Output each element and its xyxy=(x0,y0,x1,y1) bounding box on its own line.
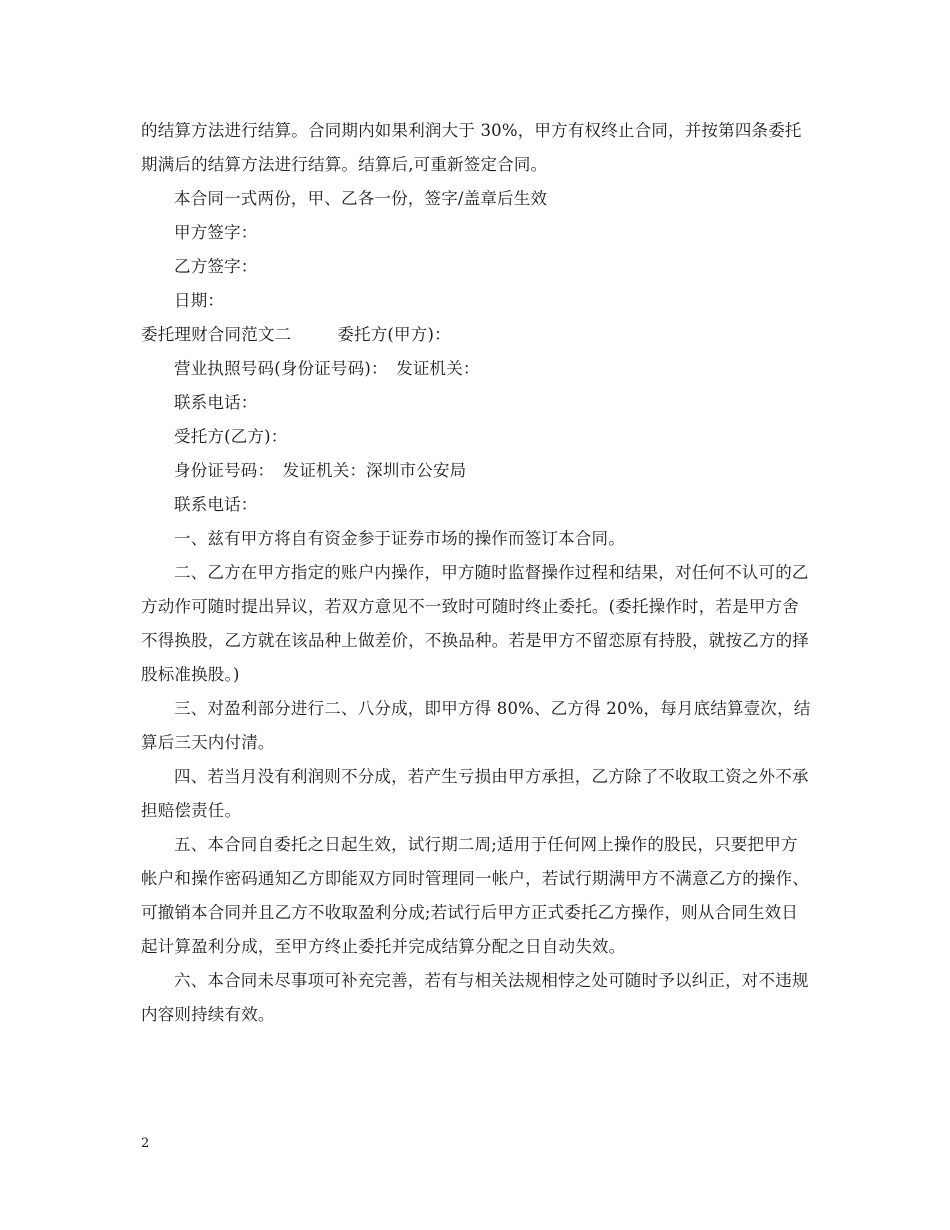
trustee-party-label: 受托方(乙方)： xyxy=(174,427,288,446)
clause-3: 三、对盈利部分进行二、八分成，即甲方得 80%、乙方得 20%，每月底结算壹次，结算后三天内付清。 xyxy=(141,699,811,752)
party-a-signature-line: 甲方签字： xyxy=(174,223,258,242)
principal-party-label: 委托方(甲方)： xyxy=(337,325,451,344)
document-body xyxy=(141,114,813,1032)
business-license-line: 营业执照号码(身份证号码)： 发证机关： xyxy=(174,359,480,378)
page-number: 2 xyxy=(141,1136,150,1151)
party-b-phone-line: 联系电话： xyxy=(174,495,258,514)
clause-4: 四、若当月没有利润则不分成，若产生亏损由甲方承担，乙方除了不收取工资之外不承担赔偿责任。 xyxy=(141,767,809,820)
clause-6: 六、本合同未尽事项可补充完善，若有与相关法规相悖之处可随时予以纠正，对不违规内容则持续有效。 xyxy=(141,971,809,1024)
clause-5: 五、本合同自委托之日起生效，试行期二周;适用于任何网上操作的股民，只要把甲方帐户和操作密码通知乙方即能双方同时管理同一帐户，若试行期满甲方不满意乙方的操作、可撤销本合同并且乙方不收取盈利分成;若试行后甲方正式委托乙方操作，则从合同生效日起计算盈利分成，至甲方终止委托并完成结算分配之日自动失效。 xyxy=(141,835,809,956)
paragraph-continuation: 的结算方法进行结算。合同期内如果利润大于 30%，甲方有权终止合同，并按第四条委托期满后的结算方法进行结算。结算后,可重新签定合同。 xyxy=(141,121,802,174)
section-heading-line xyxy=(141,318,813,352)
paragraph-effective-clause: 本合同一式两份，甲、乙各一份，签字/盖章后生效 xyxy=(174,189,548,208)
party-b-signature-line: 乙方签字： xyxy=(174,257,258,276)
clause-1: 一、兹有甲方将自有资金参于证券市场的操作而签订本合同。 xyxy=(174,529,625,548)
date-line: 日期： xyxy=(174,291,225,310)
section-title: 委托理财合同范文二 xyxy=(141,325,292,344)
party-a-phone-line: 联系电话： xyxy=(174,393,258,412)
clause-2: 二、乙方在甲方指定的账户内操作，甲方随时监督操作过程和结果，对任何不认可的乙方动作可随时提出异议，若双方意见不一致时可随时终止委托。(委托操作时，若是甲方舍不得换股，乙方就在该品种上做差价，不换品种。若是甲方不留恋原有持股，就按乙方的择股标准换股。) xyxy=(141,563,809,684)
id-number-line: 身份证号码： 发证机关：深圳市公安局 xyxy=(174,461,467,480)
